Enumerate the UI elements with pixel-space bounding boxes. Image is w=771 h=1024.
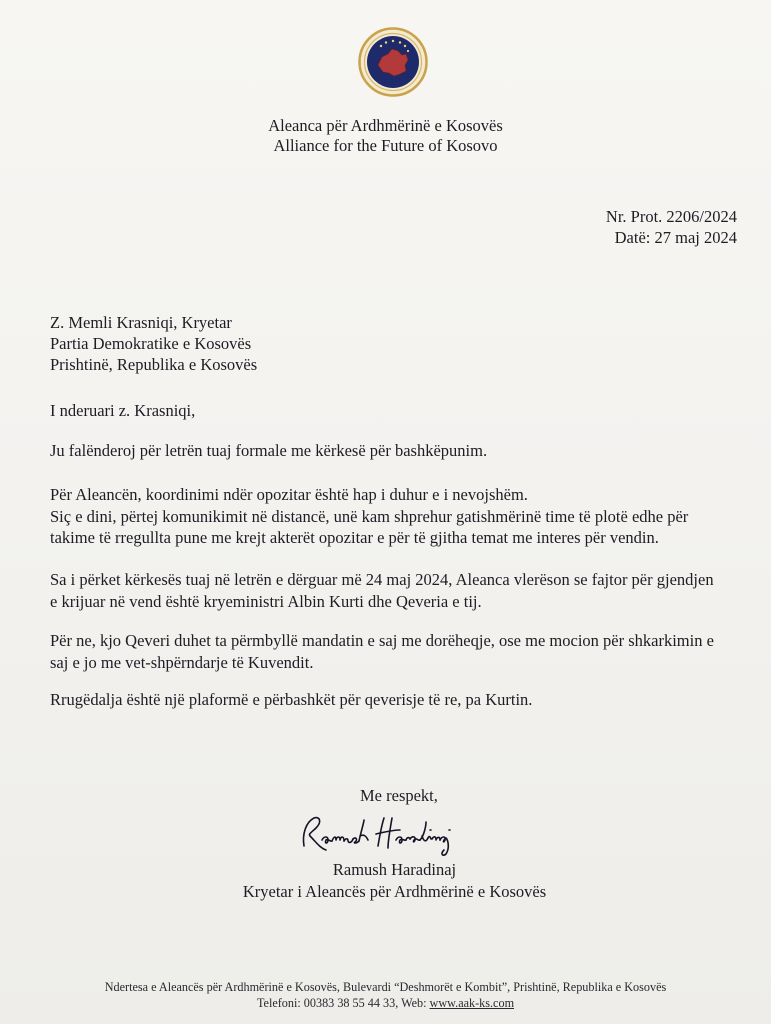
website-link[interactable]: www.aak-ks.com [429, 996, 515, 1010]
paragraph-2 [50, 484, 750, 549]
signer-name: Ramush Haradinaj [332, 860, 457, 879]
paragraph-line: Rrugëdalja është një plaformë e përbashkët për qeverisje të re, pa Kurtin. [50, 690, 533, 709]
footer-contact [0, 995, 771, 1011]
paragraph-line: saj e jo me vet-shpërndarje të Kuvendit. [50, 652, 314, 672]
recipient-location: Prishtinë, Republika e Kosovës [50, 355, 258, 374]
handwritten-signature [296, 808, 468, 858]
paragraph-3 [50, 569, 750, 612]
letter-date: Datë: 27 maj 2024 [614, 228, 737, 247]
org-name-albanian: Aleanca për Ardhmërinë e Kosovës [268, 116, 503, 135]
signer-title: Kryetar i Aleancës për Ardhmërinë e Kosovës [242, 882, 547, 901]
protocol-number: Nr. Prot. 2206/2024 [605, 207, 737, 226]
footer-address: Ndertesa e Aleancës për Ardhmërinë e Kosovës, Bulevardi “Deshmorët e Kombit”, Prishtinë, Republika e Kosovës [104, 980, 667, 994]
recipient-party: Partia Demokratike e Kosovës [50, 334, 252, 353]
paragraph-line: Për Aleancën, koordinimi ndër opozitar është hap i duhur e i nevojshëm. [50, 485, 528, 504]
paragraph-line: Sa i përket kërkesës tuaj në letrën e dërguar më 24 maj 2024, Aleanca vlerëson se fajtor për gjendjen [50, 570, 714, 589]
paragraph-line: Siç e dini, përtej komunikimit në distancë, unë kam shprehur gatishmërinë time të plotë edhe për [50, 506, 689, 526]
greeting: I nderuari z. Krasniqi, [50, 401, 196, 420]
closing-salutation: Me respekt, [360, 786, 438, 805]
org-name-english: Alliance for the Future of Kosovo [273, 136, 498, 155]
paragraph-4 [50, 630, 750, 673]
paragraph-line: takime të rregullta pune me krejt akterët opozitar e për të gjitha temat me interes për vendin. [50, 528, 659, 547]
recipient-name: Z. Memli Krasniqi, Kryetar [50, 313, 232, 332]
aak-logo-icon [358, 27, 428, 97]
paragraph-line: e krijuar në vend është kryeministri Albin Kurti dhe Qeveria e tij. [50, 591, 482, 611]
paragraph-5 [50, 689, 750, 711]
paragraph-1 [50, 440, 750, 462]
footer-phone: Telefoni: 00383 38 55 44 33, Web: [256, 996, 430, 1010]
paragraph-line: Ju falënderoj për letrën tuaj formale me kërkesë për bashkëpunim. [50, 441, 488, 460]
paragraph-line: Për ne, kjo Qeveri duhet ta përmbyllë mandatin e saj me dorëheqje, ose me mocion për shkarkimin e [50, 631, 714, 650]
